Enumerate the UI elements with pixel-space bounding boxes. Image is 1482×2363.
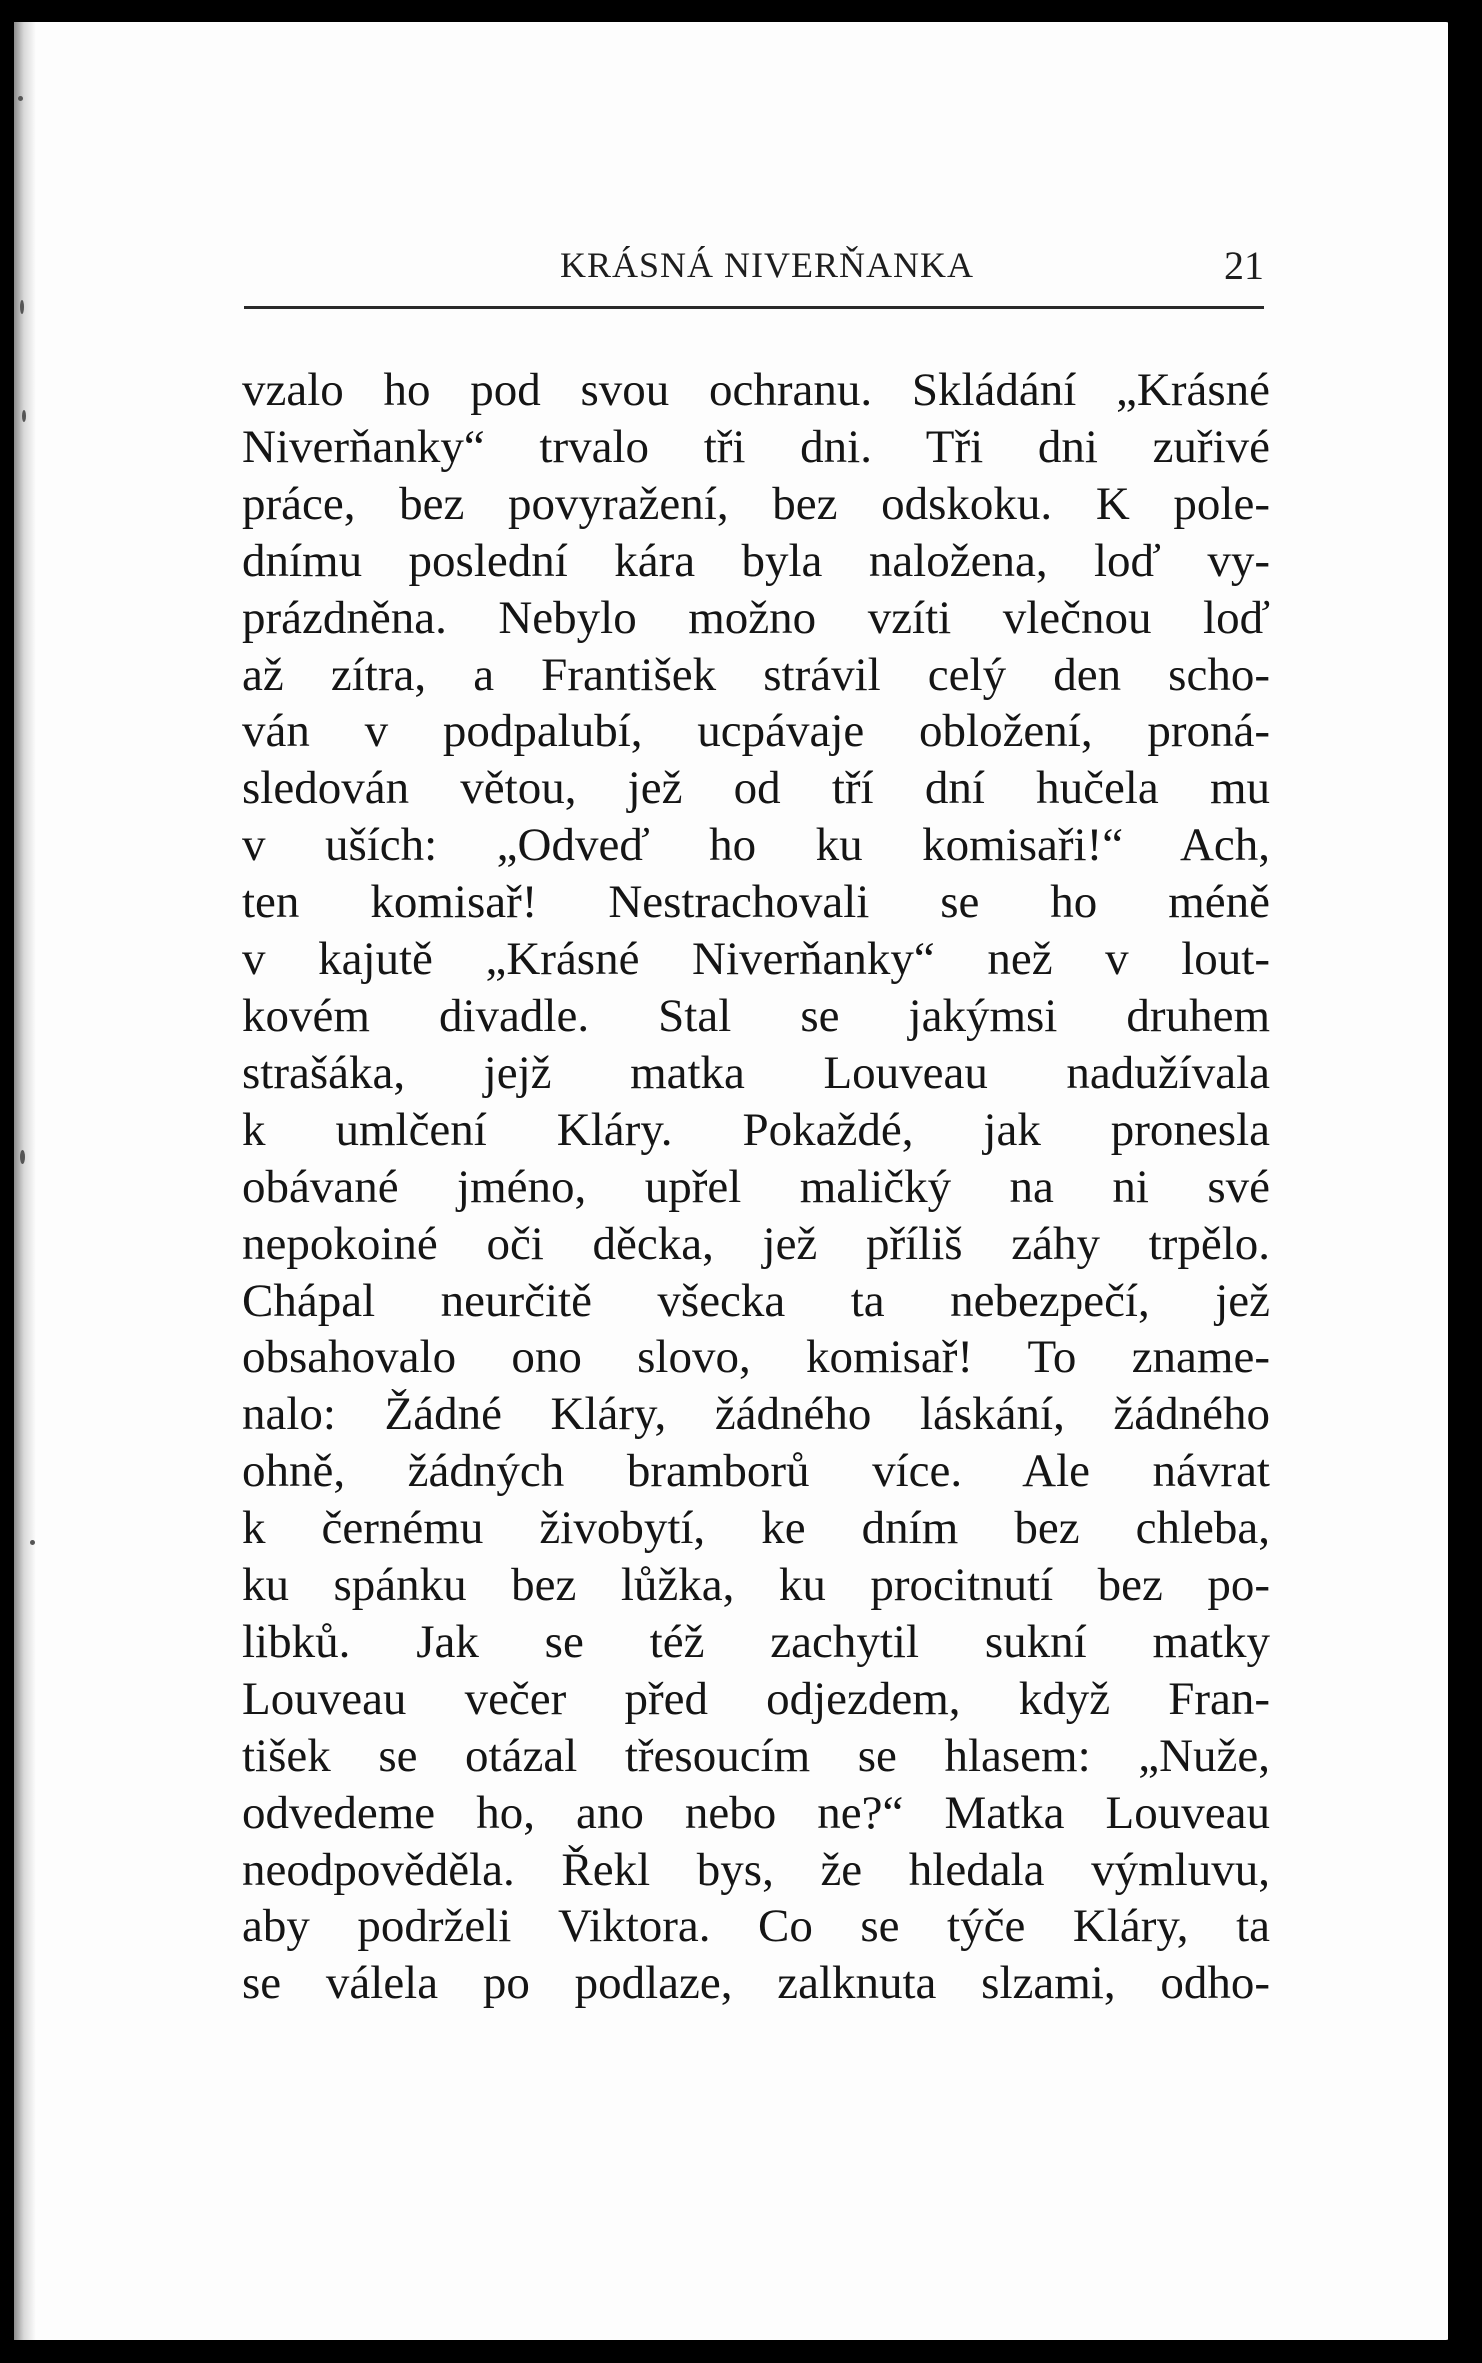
text-line: sledován větou, jež od tří dní hučela mu	[242, 762, 1270, 815]
text-line: až zítra, a František strávil celý den scho-	[242, 648, 1270, 701]
text-line: ván v podpalubí, ucpávaje obložení, proná-	[242, 705, 1270, 758]
text-line: k umlčení Kláry. Pokaždé, jak pronesla	[242, 1103, 1270, 1156]
body-text	[242, 362, 1270, 2012]
text-line: se válela po podlaze, zalknuta slzami, odho-	[242, 1957, 1270, 2010]
text-line: ku spánku bez lůžka, ku procitnutí bez po-	[242, 1559, 1270, 1612]
scan-speck	[20, 1150, 25, 1164]
running-header	[244, 240, 1264, 300]
scan-speck	[30, 1540, 35, 1545]
scan-speck	[18, 96, 23, 101]
text-line: Niverňanky“ trvalo tři dni. Tři dni zuřivé	[242, 420, 1270, 473]
text-line: nalo: Žádné Kláry, žádného láskání, žádného	[242, 1388, 1270, 1441]
scan-speck	[20, 300, 24, 314]
header-rule	[244, 306, 1264, 309]
text-line: libků. Jak se též zachytil sukní matky	[242, 1615, 1270, 1668]
text-line: Chápal neurčitě všecka ta nebezpečí, jež	[242, 1274, 1270, 1327]
text-line: kovém divadle. Stal se jakýmsi druhem	[242, 989, 1270, 1042]
page-gutter-shadow	[14, 22, 36, 2340]
text-line: tišek se otázal třesoucím se hlasem: „Nuže,	[242, 1729, 1270, 1782]
text-line: práce, bez povyražení, bez odskoku. K pole-	[242, 477, 1270, 530]
text-line: odvedeme ho, ano nebo ne?“ Matka Louveau	[242, 1786, 1270, 1839]
scan-right-border	[1448, 0, 1482, 2363]
page-number: 21	[1224, 243, 1264, 288]
text-line: prázdněna. Nebylo možno vzíti vlečnou loď	[242, 591, 1270, 644]
running-title: KRÁSNÁ NIVERŇANKA	[560, 245, 975, 285]
text-line: obsahovalo ono slovo, komisař! To zname-	[242, 1331, 1270, 1384]
text-line: v uších: „Odveď ho ku komisaři!“ Ach,	[242, 819, 1270, 872]
text-line: vzalo ho pod svou ochranu. Skládání „Krásné	[242, 364, 1270, 416]
scan-speck	[22, 410, 26, 422]
text-line: dnímu poslední kára byla naložena, loď vy-	[242, 534, 1270, 587]
text-line: neodpověděla. Řekl bys, že hledala výmluvu,	[242, 1843, 1270, 1896]
text-line: ohně, žádných bramborů více. Ale návrat	[242, 1445, 1270, 1498]
text-line: nepokoiné oči děcka, jež příliš záhy trpělo.	[242, 1217, 1270, 1270]
text-line: Louveau večer před odjezdem, když Fran-	[242, 1672, 1270, 1725]
text-line: v kajutě „Krásné Niverňanky“ než v lout-	[242, 933, 1270, 986]
text-line: k černému živobytí, ke dním bez chleba,	[242, 1502, 1270, 1555]
text-line: strašáka, jejž matka Louveau nadužívala	[242, 1046, 1270, 1099]
text-line: obávané jméno, upřel maličký na ni své	[242, 1160, 1270, 1213]
text-line: aby podrželi Viktora. Co se týče Kláry, ta	[242, 1900, 1270, 1953]
text-line: ten komisař! Nestrachovali se ho méně	[242, 876, 1270, 929]
